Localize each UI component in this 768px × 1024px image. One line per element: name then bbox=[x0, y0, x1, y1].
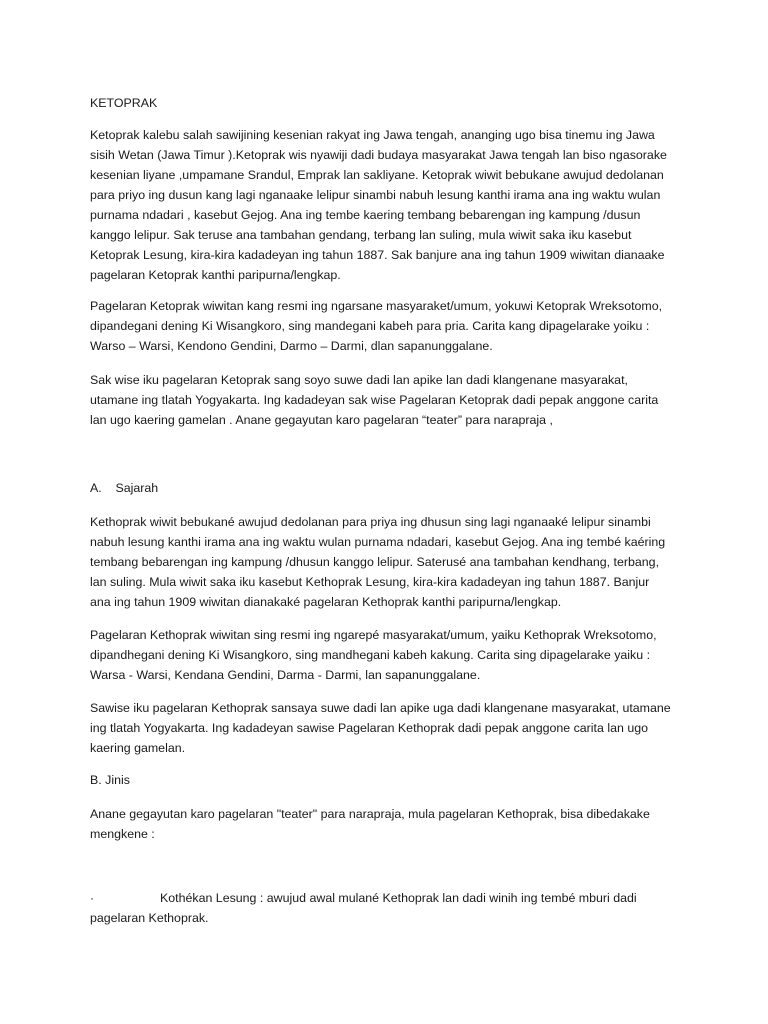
text-line: dipandhegani dening Ki Wisangkoro, sing mandhegani kabeh kakung. Carita sing dipagelarake yaiku : bbox=[90, 648, 651, 662]
text-line: mengkene : bbox=[90, 827, 155, 841]
text-line: Anane gegayutan karo pagelaran "teater" para narapraja, mula pagelaran Kethoprak, bisa dibedakake bbox=[90, 807, 650, 821]
text-line: sisih Wetan (Jawa Timur ).Ketoprak wis nyawiji dadi budaya masyarakat Jawa tengah lan biso ngasorake bbox=[90, 148, 667, 162]
text-line: Warso – Warsi, Kendono Gendini, Darmo – Darmi, dlan sapanunggalane. bbox=[90, 339, 493, 353]
text-line: lan suling. Mula wiwit saka iku kasebut Kethoprak Lesung, kira-kira kadadeyan ing tahun 1887. Banjur bbox=[90, 575, 650, 589]
section-heading-sajarah: A. Sajarah bbox=[90, 481, 159, 495]
bullet-marker: · bbox=[90, 891, 95, 905]
text-line: para priyo ing dusun kang lagi nganaake lelipur sinambi nabuh lesung kanthi irama ana ing waktu wulan bbox=[90, 188, 661, 202]
text-line: kesenian liyane ,umpamane Srandul, Emprak lan sakliyane. Ketoprak wiwit bebukane awujud dedolanan bbox=[90, 168, 664, 182]
text-line: Warsa - Warsi, Kendana Gendini, Darma - Darmi, lan sapanunggalane. bbox=[90, 668, 481, 682]
page-title: KETOPRAK bbox=[90, 96, 158, 110]
text-line: kaering gamelan. bbox=[90, 741, 186, 755]
text-line: ing tlatah Yogyakarta. Ing kadadeyan sawise Pagelaran Kethoprak dadi pepak anggone carita lan ugo bbox=[90, 721, 648, 735]
text-line: dipandegani dening Ki Wisangkoro, sing mandegani kabeh para pria. Carita kang dipagelarake yoiku : bbox=[90, 319, 650, 333]
text-line: tembang bebarengan ing kampung /dhusun kanggo lelipur. Saterusé ana tambahan kendhang, terbang, bbox=[90, 555, 660, 569]
bullet-item-continuation: pagelaran Kethoprak. bbox=[90, 911, 209, 925]
text-line: ana ing tahun 1909 wiwitan dianakaké pagelaran Kethoprak kanthi paripurna/lengkap. bbox=[90, 595, 562, 609]
text-line: Pagelaran Kethoprak wiwitan sing resmi ing ngarepé masyarakat/umum, yaiku Kethoprak Wreksotomo, bbox=[90, 628, 657, 642]
text-line: Sak wise iku pagelaran Ketoprak sang soyo suwe dadi lan apike lan dadi klangenane masyarakat, bbox=[90, 373, 628, 387]
text-line: nabuh lesung kanthi irama ana ing waktu wulan purnama ndadari, kasebut Gejog. Ana ing tembé kaéring bbox=[90, 535, 666, 549]
text-line: Ketoprak Lesung, kira-kira kadadeyan ing tahun 1887. Sak banjure ana ing tahun 1909 wiwitan dianaake bbox=[90, 248, 665, 262]
text-line: kanggo lelipur. Sak teruse ana tambahan gendang, terbang lan suling, mula wiwit saka iku kasebut bbox=[90, 228, 632, 242]
bullet-item-text: Kothékan Lesung : awujud awal mulané Kethoprak lan dadi winih ing tembé mburi dadi bbox=[160, 891, 637, 905]
text-line: pagelaran Ketoprak kanthi paripurna/lengkap. bbox=[90, 268, 341, 282]
text-line: Ketoprak kalebu salah sawijining kesenian rakyat ing Jawa tengah, ananging ugo bisa tinemu ing Jawa bbox=[90, 128, 655, 142]
text-line: Sawise iku pagelaran Kethoprak sansaya suwe dadi lan apike uga dadi klangenane masyarakat, utamane bbox=[90, 701, 671, 715]
text-line: Pagelaran Ketoprak wiwitan kang resmi ing ngarsane masyaraket/umum, yokuwi Ketoprak Wreksotomo, bbox=[90, 299, 663, 313]
text-line: utamane ing tlatah Yogyakarta. Ing kadadeyan sak wise Pagelaran Ketoprak dadi pepak anggone carita bbox=[90, 393, 659, 407]
section-heading-jinis: B. Jinis bbox=[90, 773, 130, 787]
text-line: lan ugo kaering gamelan . Anane gegayutan karo pagelaran “teater” para narapraja , bbox=[90, 413, 553, 427]
text-line: Kethoprak wiwit bebukané awujud dedolanan para priya ing dhusun sing lagi nganaaké lelipur sinambi bbox=[90, 515, 651, 529]
text-line: purnama ndadari , kasebut Gejog. Ana ing tembe kaering tembang bebarengan ing kampung /dusun bbox=[90, 208, 641, 222]
